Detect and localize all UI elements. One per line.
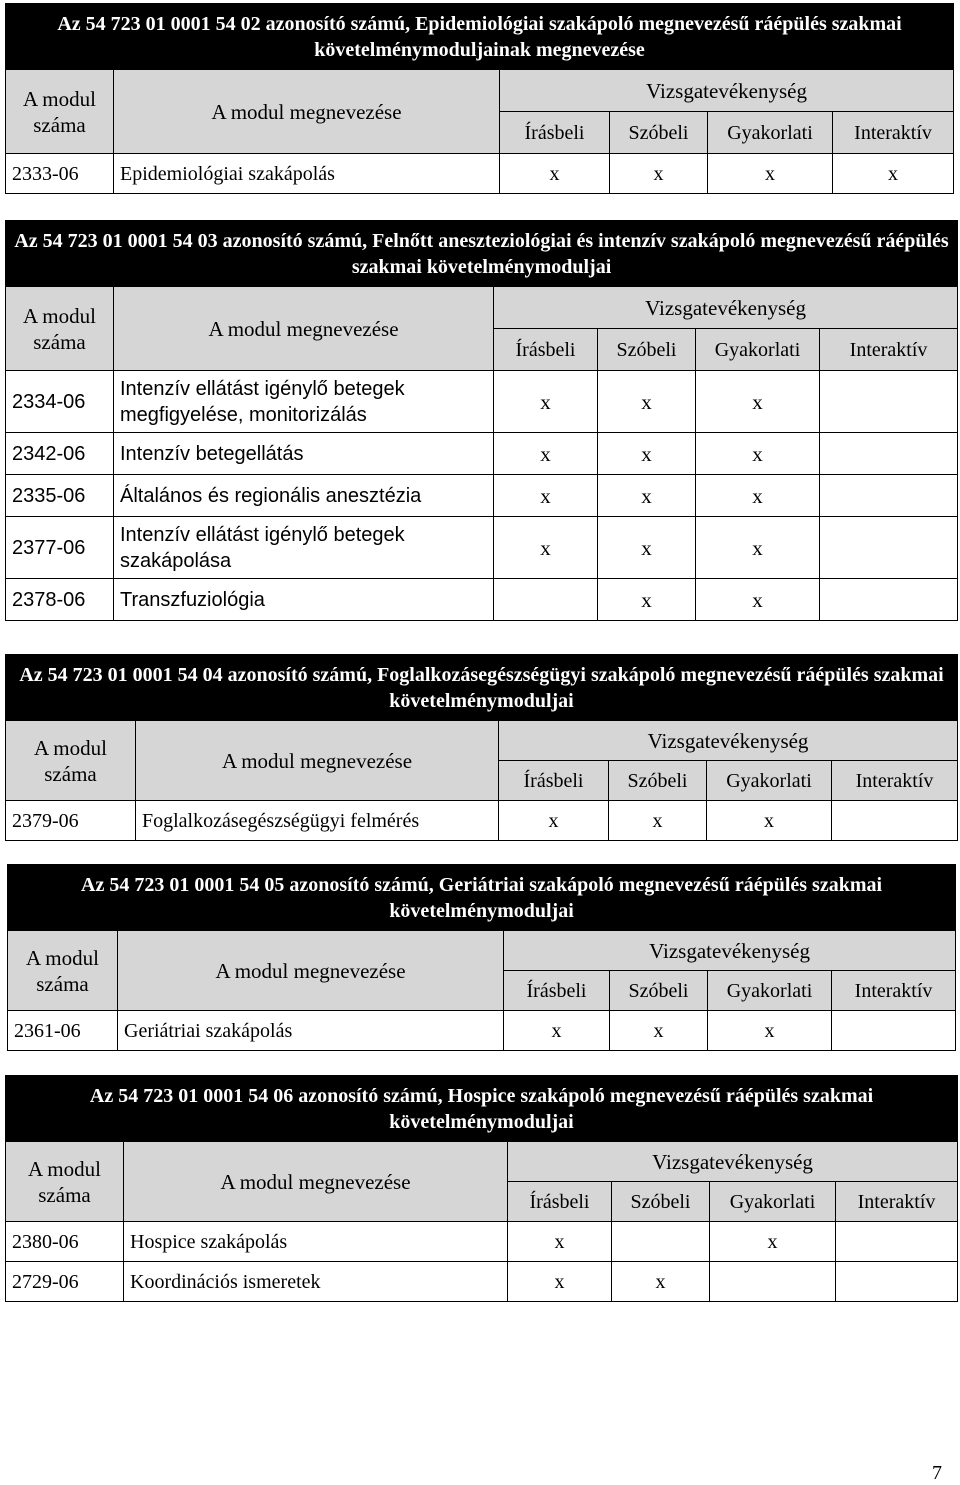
mark-written: x [500,154,610,194]
mark-interactive [820,475,958,517]
mark-oral: x [609,801,707,841]
mark-oral [612,1222,710,1262]
module-code: 2342-06 [6,433,114,475]
col-interactive: Interaktív [832,971,956,1011]
table-row [6,154,954,194]
exam-activity-header: Vizsgatevékenység [508,1142,958,1182]
mark-practical: x [707,801,832,841]
module-table-2 [5,220,958,621]
module-name: Epidemiológiai szakápolás [114,154,500,194]
col-practical: Gyakorlati [708,971,832,1011]
mark-interactive [820,579,958,621]
mark-practical: x [708,154,833,194]
col-written: Írásbeli [500,112,610,154]
page-number: 7 [932,1462,942,1484]
module-code: 2378-06 [6,579,114,621]
table-row [6,475,958,517]
mark-written: x [494,475,598,517]
mark-oral: x [598,579,696,621]
mark-written: x [494,433,598,475]
col-practical: Gyakorlati [696,329,820,371]
exam-activity-header: Vizsgatevékenység [504,931,956,971]
module-code: 2377-06 [6,517,114,579]
table-row [6,801,958,841]
module-name: Geriátriai szakápolás [118,1011,504,1051]
mark-interactive [820,433,958,475]
col-written: Írásbeli [499,761,609,801]
col-oral: Szóbeli [598,329,696,371]
table-title: Az 54 723 01 0001 54 02 azonosító számú, Epidemiológiai szakápoló megnevezésű ráépülés szakmai követelménymoduljainak megnevezése [6,4,954,70]
module-name-header: A modul megnevezése [114,70,500,154]
col-oral: Szóbeli [612,1182,710,1222]
mark-interactive [836,1222,958,1262]
module-code: 2380-06 [6,1222,124,1262]
exam-activity-header: Vizsgatevékenység [500,70,954,112]
mark-practical: x [696,517,820,579]
col-interactive: Interaktív [820,329,958,371]
module-code-header: A modul száma [6,721,136,801]
col-oral: Szóbeli [610,971,708,1011]
mark-interactive [832,801,958,841]
col-written: Írásbeli [508,1182,612,1222]
mark-practical: x [696,475,820,517]
mark-oral: x [598,371,696,433]
module-code-header: A modul száma [6,287,114,371]
module-name: Intenzív ellátást igénylő betegek szakápolása [114,517,494,579]
module-name: Transzfuziológia [114,579,494,621]
mark-oral: x [612,1262,710,1302]
module-name: Koordinációs ismeretek [124,1262,508,1302]
module-table-4 [7,864,956,1051]
mark-oral: x [610,1011,708,1051]
module-code: 2335-06 [6,475,114,517]
col-practical: Gyakorlati [707,761,832,801]
table-title: Az 54 723 01 0001 54 04 azonosító számú, Foglalkozásegészségügyi szakápoló megnevezésű ráépülés szakmai követelménymoduljai [6,655,958,721]
module-code: 2334-06 [6,371,114,433]
module-name: Intenzív ellátást igénylő betegek megfigyelése, monitorizálás [114,371,494,433]
mark-oral: x [598,475,696,517]
module-code: 2333-06 [6,154,114,194]
mark-written: x [504,1011,610,1051]
table-title: Az 54 723 01 0001 54 03 azonosító számú, Felnőtt aneszteziológiai és intenzív szakápoló megnevezésű ráépülés szakmai követelménymoduljai [6,221,958,287]
module-name: Hospice szakápolás [124,1222,508,1262]
module-code-header: A modul száma [8,931,118,1011]
mark-practical: x [696,433,820,475]
module-name: Intenzív betegellátás [114,433,494,475]
col-practical: Gyakorlati [710,1182,836,1222]
module-code: 2379-06 [6,801,136,841]
mark-practical [710,1262,836,1302]
mark-interactive [820,371,958,433]
col-written: Írásbeli [494,329,598,371]
col-oral: Szóbeli [610,112,708,154]
table-row [8,1011,956,1051]
col-practical: Gyakorlati [708,112,833,154]
table-row [6,579,958,621]
table-row [6,433,958,475]
module-code-header: A modul száma [6,70,114,154]
mark-oral: x [598,433,696,475]
module-table-5 [5,1075,958,1302]
table-title: Az 54 723 01 0001 54 06 azonosító számú, Hospice szakápoló megnevezésű ráépülés szakmai követelménymoduljai [6,1076,958,1142]
col-interactive: Interaktív [836,1182,958,1222]
module-name-header: A modul megnevezése [136,721,499,801]
mark-written: x [508,1222,612,1262]
exam-activity-header: Vizsgatevékenység [494,287,958,329]
mark-written [494,579,598,621]
module-name-header: A modul megnevezése [118,931,504,1011]
module-code-header: A modul száma [6,1142,124,1222]
module-name-header: A modul megnevezése [114,287,494,371]
mark-interactive [820,517,958,579]
module-table-3 [5,654,958,841]
col-interactive: Interaktív [832,761,958,801]
mark-written: x [508,1262,612,1302]
table-title: Az 54 723 01 0001 54 05 azonosító számú, Geriátriai szakápoló megnevezésű ráépülés szakmai követelménymoduljai [8,865,956,931]
module-name-header: A modul megnevezése [124,1142,508,1222]
col-interactive: Interaktív [833,112,954,154]
mark-oral: x [610,154,708,194]
table-row [6,1262,958,1302]
mark-interactive [836,1262,958,1302]
module-code: 2729-06 [6,1262,124,1302]
col-oral: Szóbeli [609,761,707,801]
module-code: 2361-06 [8,1011,118,1051]
mark-written: x [494,517,598,579]
module-name: Foglalkozásegészségügyi felmérés [136,801,499,841]
module-name: Általános és regionális anesztézia [114,475,494,517]
table-row [6,1222,958,1262]
col-written: Írásbeli [504,971,610,1011]
table-row [6,517,958,579]
mark-written: x [494,371,598,433]
mark-practical: x [696,579,820,621]
mark-interactive [832,1011,956,1051]
mark-oral: x [598,517,696,579]
mark-practical: x [708,1011,832,1051]
exam-activity-header: Vizsgatevékenység [499,721,958,761]
table-row [6,371,958,433]
module-table-1 [5,3,954,194]
mark-practical: x [696,371,820,433]
mark-interactive: x [833,154,954,194]
mark-practical: x [710,1222,836,1262]
mark-written: x [499,801,609,841]
